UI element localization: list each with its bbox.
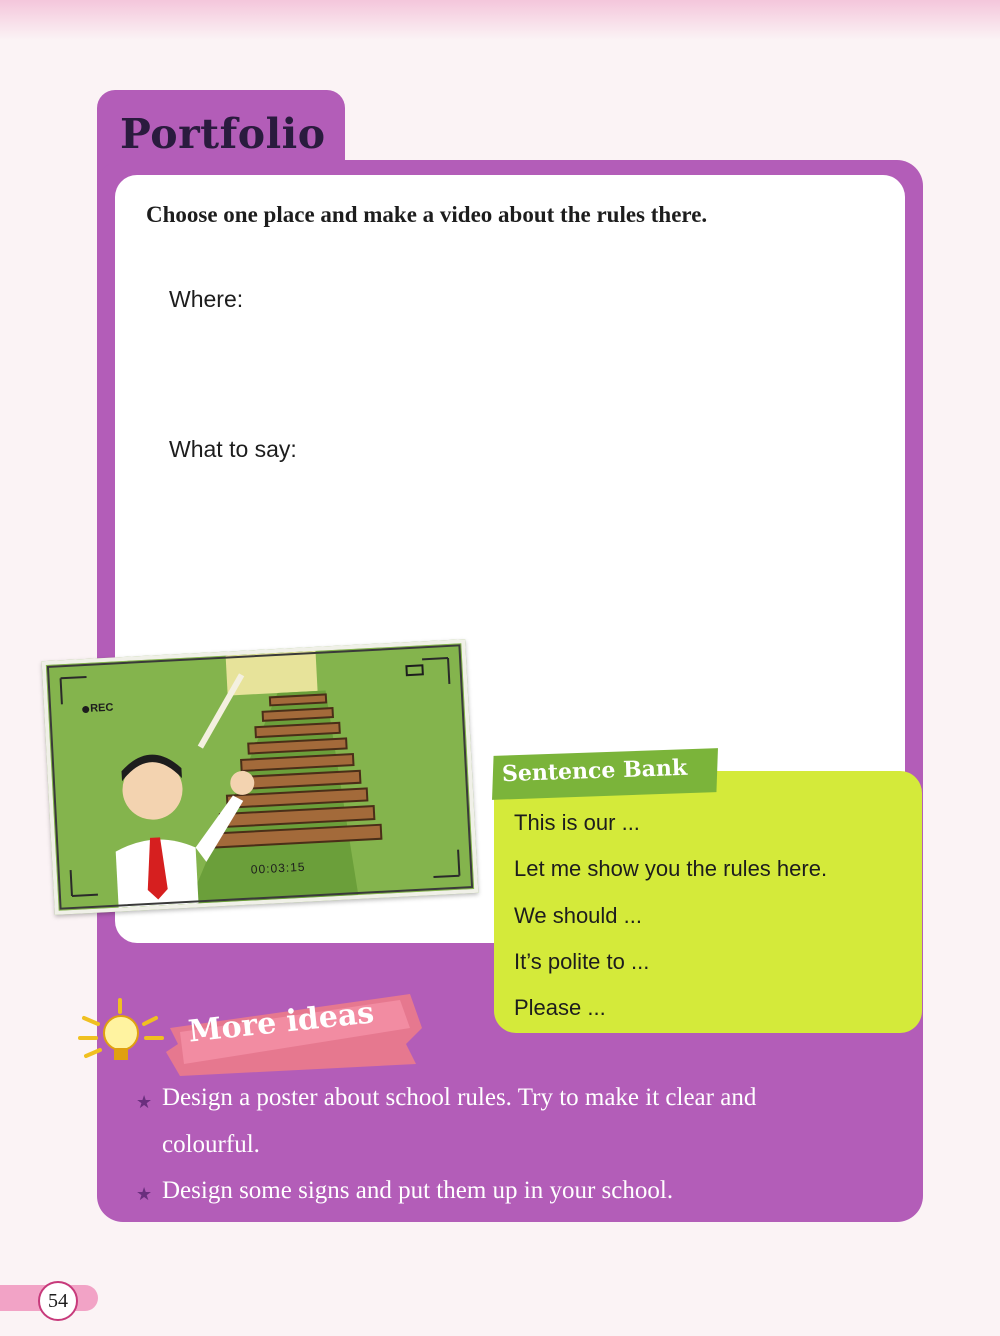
sentence-bank-line: It’s polite to ... (514, 949, 650, 974)
sentence-bank-line: Let me show you the rules here. (514, 856, 828, 881)
sentence-bank-line: Please ... (514, 995, 606, 1020)
sentence-bank-title: Sentence Bank (501, 754, 688, 788)
sentence-bank-line: This is our ... (514, 810, 640, 835)
page-top-band (0, 0, 1000, 40)
video-timecode: 00:03:15 (250, 859, 306, 877)
page-number: 54 (38, 1281, 78, 1321)
star-bullet-icon: ★ (136, 1184, 153, 1204)
more-ideas-title: More ideas (186, 995, 376, 1050)
where-field-label: Where: (169, 286, 244, 312)
what-to-say-field-label: What to say: (169, 436, 297, 462)
page-title: Portfolio (120, 110, 326, 158)
rec-indicator: REC (89, 701, 114, 715)
video-recording-illustration (42, 639, 479, 915)
sentence-bank-line: We should ... (514, 903, 642, 928)
idea-item: Design some signs and put them up in your school. (162, 1177, 674, 1204)
task-instruction: Choose one place and make a video about the rules there. (146, 202, 708, 227)
idea-item: Design a poster about school rules. Try to make it clear and (162, 1084, 757, 1111)
star-bullet-icon: ★ (136, 1092, 153, 1112)
light-bulb-icon (76, 998, 166, 1068)
idea-item-continuation: colourful. (162, 1131, 260, 1158)
